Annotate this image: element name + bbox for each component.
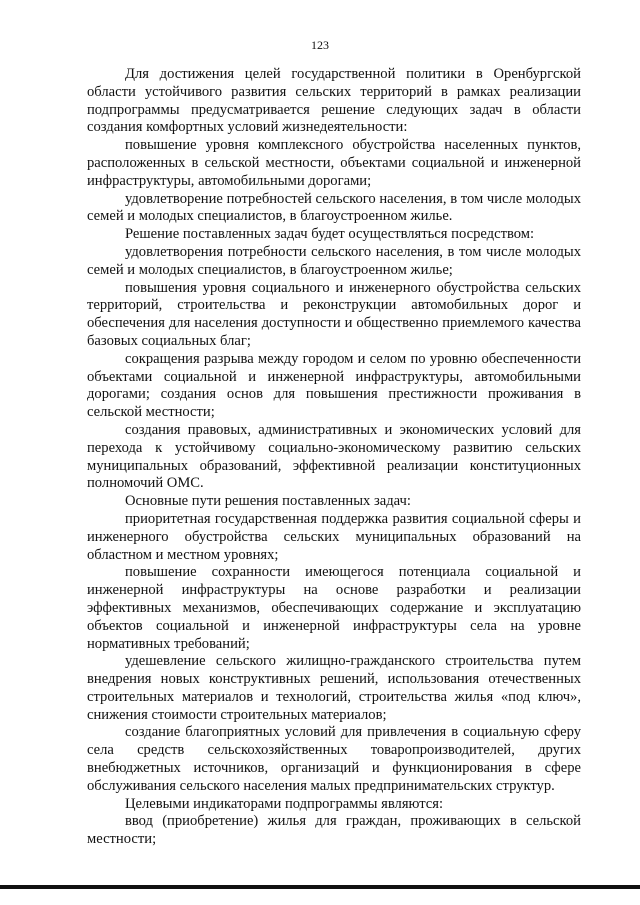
paragraph: повышение уровня комплексного обустройства населенных пунктов, расположенных в сельской местности, объектами социальной и инженерной инфраструктуры, автомобильными дорогами; <box>87 137 581 189</box>
paragraph: создания правовых, административных и экономических условий для перехода к устойчивому социально-экономическому развитию сельских муниципальных образований, эффективной реализации конституционных полномочий ОМС. <box>87 421 581 492</box>
paragraph: Для достижения целей государственной политики в Оренбургской области устойчивого развития сельских территорий в рамках реализации подпрограммы предусматривается решение следующих задач в области создания комфортных условий жизнедеятельности: <box>87 66 581 136</box>
page-number: 123 <box>311 38 329 52</box>
paragraph: ввод (приобретение) жилья для граждан, проживающих в сельской местности; <box>87 813 581 848</box>
scan-bottom-rule <box>0 885 640 889</box>
paragraph: сокращения разрыва между городом и селом по уровню обеспеченности объектами социальной и инженерной инфраструктуры, автомобильными дорогами; создания основ для повышения престижности проживания в сельской местности; <box>87 350 581 421</box>
paragraph: приоритетная государственная поддержка развития социальной сферы и инженерного обустройства сельских муниципальных образований на областном и местном уровнях; <box>87 510 581 563</box>
paragraph: повышения уровня социального и инженерного обустройства сельских территорий, строительства и реконструкции автомобильных дорог и обеспечения для населения доступности и общественно приемлемого качества базовых социальных благ; <box>87 279 581 349</box>
paragraph: удешевление сельского жилищно-гражданского строительства путем внедрения новых конструктивных решений, использования отечественных строительных материалов и технологий, строительства жилья «под ключ», снижения стоимости строительных материалов; <box>87 653 581 723</box>
paragraph: создание благоприятных условий для привлечения в социальную сферу села средств сельскохозяйственных товаропроизводителей, других внебюджетных источников, организаций и функционирования в сфере обслуживания сельского населения малых предпринимательских структур. <box>87 724 581 794</box>
paragraph: удовлетворение потребностей сельского населения, в том числе молодых семей и молодых специалистов, в благоустроенном жилье. <box>87 190 581 225</box>
paragraph: Целевыми индикаторами подпрограммы являются: <box>125 795 444 812</box>
paragraph: Решение поставленных задач будет осуществляться посредством: <box>125 226 535 243</box>
paragraph: повышение сохранности имеющегося потенциала социальной и инженерной инфраструктуры на основе разработки и реализации эффективных механизмов, обеспечивающих содержание и эксплуатацию объектов социальной и инженерной инфраструктуры села на уровне нормативных требований; <box>87 564 581 652</box>
document-body <box>87 66 581 849</box>
paragraph: удовлетворения потребности сельского населения, в том числе молодых семей и молодых специалистов, в благоустроенном жилье; <box>87 243 581 278</box>
paragraph: Основные пути решения поставленных задач: <box>125 493 411 510</box>
